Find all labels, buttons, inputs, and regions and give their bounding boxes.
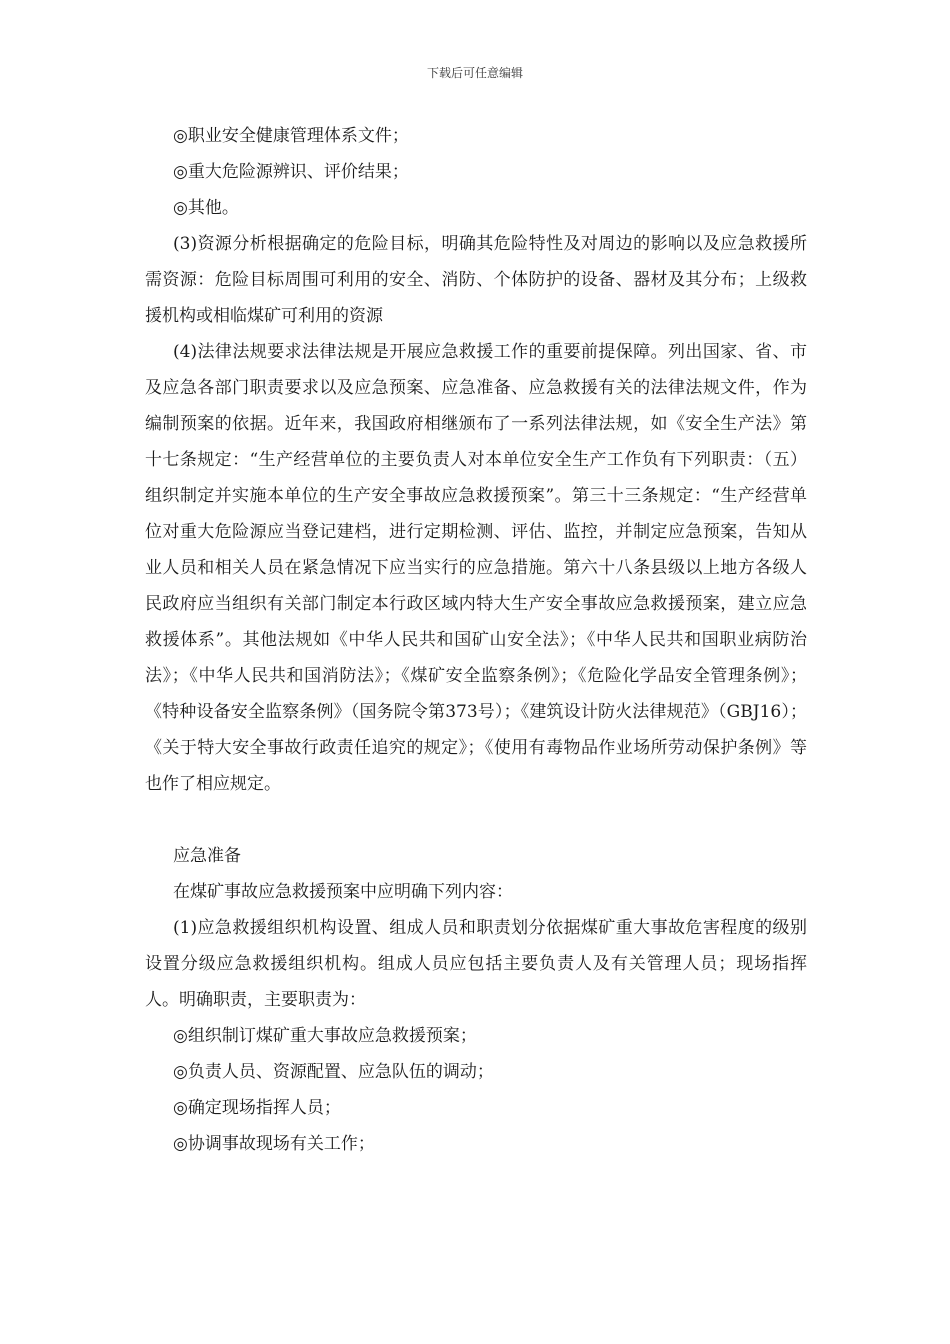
bullet-site-commander: ◎确定现场指挥人员； — [173, 1098, 341, 1118]
document-body — [145, 118, 807, 1162]
bullet-coordinate-site-work: ◎协调事故现场有关工作； — [173, 1134, 375, 1154]
paragraph-legal-requirements: (4)法律法规要求法律法规是开展应急救援工作的重要前提保障。列出国家、省、市及应急各部门职责要求以及应急预案、应急准备、应急救援有关的法律法规文件，作为编制预案的依据。近年来，我国政府相继颁布了一系列法律法规，如《安全生产法》第十七条规定：“生产经营单位的主要负责人对本单位安全生产工作负有下列职责：（五）组织制定并实施本单位的生产安全事故应急救援预案”。第三十三条规定：“生产经营单位对重大危险源应当登记建档，进行定期检测、评估、监控，并制定应急预案，告知从业人员和相关人员在紧急情况下应当实行的应急措施。第六十八条县级以上地方各级人民政府应当组织有关部门制定本行政区域内特大生产安全事故应急救援预案，建立应急救援体系”。其他法规如《中华人民共和国矿山安全法》；《中华人民共和国职业病防治法》；《中华人民共和国消防法》；《煤矿安全监察条例》；《危险化学品安全管理条例》；《特种设备安全监察条例》（国务院令第373号）；《建筑设计防火法律规范》（GBJ16）；《关于特大安全事故行政责任追究的规定》；《使用有毒物品作业场所劳动保护条例》等也作了相应规定。 — [145, 342, 807, 794]
section-heading-emergency-preparation: 应急准备 — [173, 846, 241, 866]
section-spacer — [145, 802, 807, 838]
bullet-ohs-documents: ◎职业安全健康管理体系文件； — [173, 126, 409, 146]
bullet-other: ◎其他。 — [173, 198, 239, 218]
bullet-resource-allocation: ◎负责人员、资源配置、应急队伍的调动； — [173, 1062, 494, 1082]
paragraph-resource-analysis: (3)资源分析根据确定的危险目标，明确其危险特性及对周边的影响以及应急救援所需资源：危险目标周围可利用的安全、消防、个体防护的设备、器材及其分布；上级救援机构或相临煤矿可利用的资源 — [145, 234, 807, 326]
paragraph-plan-contents-intro: 在煤矿事故应急救援预案中应明确下列内容： — [173, 882, 513, 902]
bullet-hazard-identification: ◎重大危险源辨识、评价结果； — [173, 162, 409, 182]
paragraph-organization-setup: (1)应急救援组织机构设置、组成人员和职责划分依据煤矿重大事故危害程度的级别设置分级应急救援组织机构。组成人员应包括主要负责人及有关管理人员；现场指挥人。明确职责，主要职责为： — [145, 918, 807, 1010]
bullet-organize-plan: ◎组织制订煤矿重大事故应急救援预案； — [173, 1026, 477, 1046]
page-header: 下载后可任意编辑 — [426, 66, 523, 80]
